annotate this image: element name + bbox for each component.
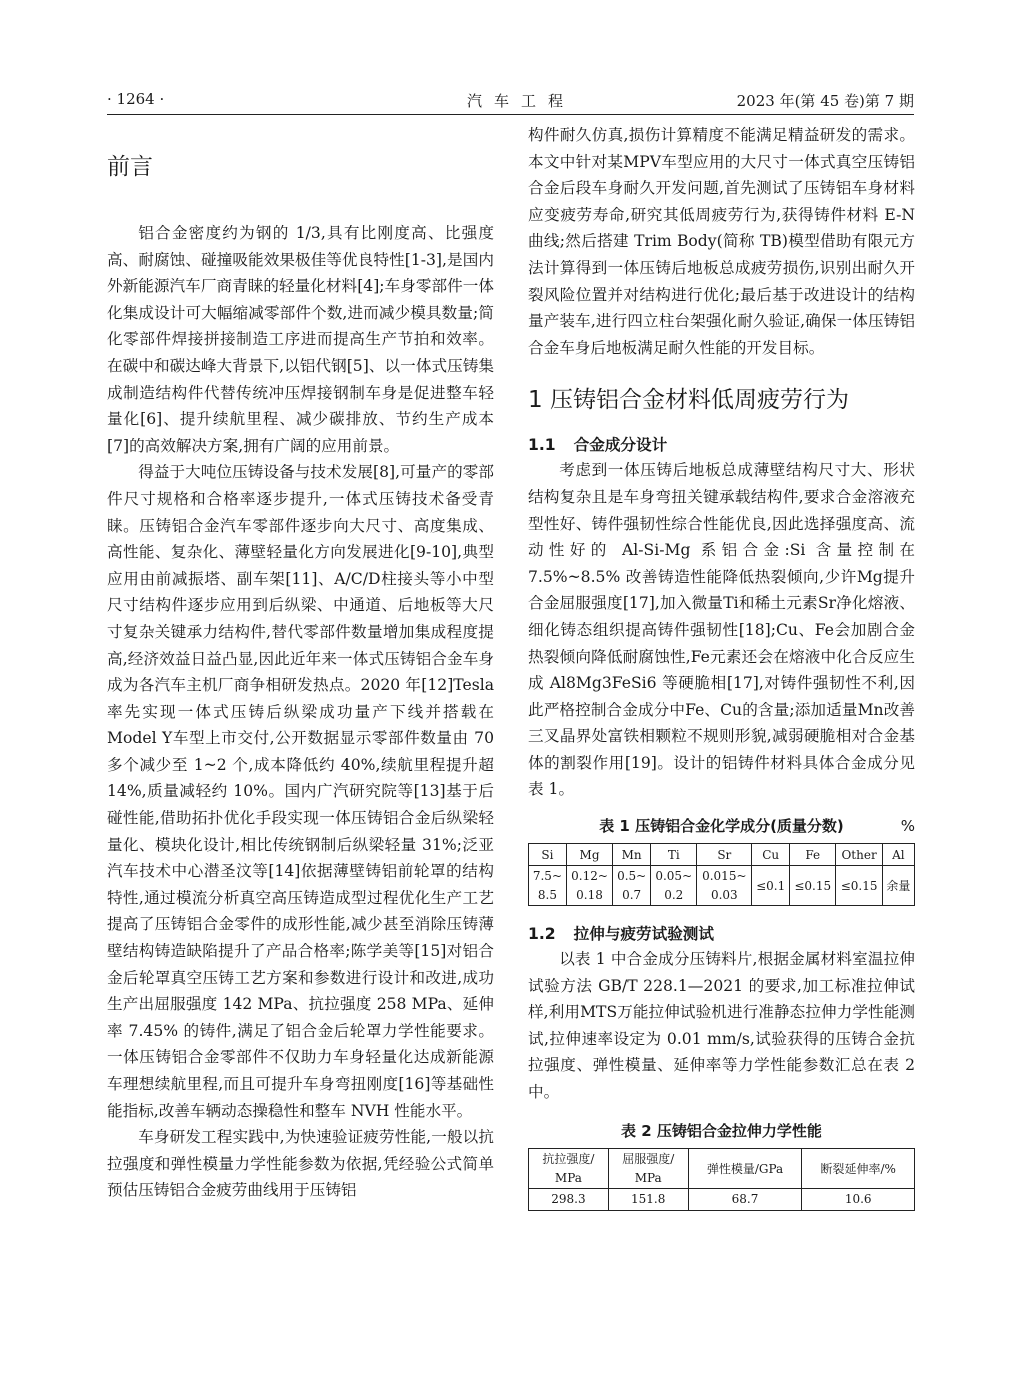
table-1-unit: % [900,817,915,836]
table-2-cell: 298.3 [529,1188,609,1210]
table-1 [528,843,915,906]
table-1-header-row [529,844,915,866]
table-1-cell: 0.015~ [697,866,752,886]
table-1-cell: ≤0.1 [752,866,790,906]
journal-name: 汽车工程 [467,92,576,110]
table-2-header-cell: 断裂延伸率/% [802,1148,915,1188]
intro-paragraph-2: 得益于大吨位压铸设备与技术发展[8],可量产的零部件尺寸规格和合格率逐步提升,一体式压铸技术备受青睐。压铸铝合金汽车零部件逐步向大尺寸、高度集成、高性能、复杂化、薄壁轻量化方向发展进化[9-10],典型应用由前减振塔、副车架[11]、A/C/D柱接头等小中型尺寸结构件逐步应用到后纵梁、中通道、后地板等大尺寸复杂关键承力结构件,替代零部件数量增加集成程度提高,经济效益日益凸显,因此近年来一体式压铸铝合金车身成为各汽车主机厂商争相研发热点。2020 年[12]Tesla率先实现一体式压铸后纵梁成功量产下线并搭载在Model Y车型上市交付,公开数据显示零部件数量由 70 多个减少至 1~2 个,成本降低约 40%,续航里程提升超 14%,质量减轻约 10%。国内广汽研究院等[13]基于后碰性能,借助拓扑优化手段实现一体压铸铝合金后纵梁轻量化、模块化设计,相比传统钢制后纵梁轻量 31%;泛亚汽车技术中心潜圣汶等[14]依据薄壁铸铝前轮罩的结构特性,通过模流分析真空高压铸造成型过程优化生产工艺提高了压铸铝合金零件的成形性能,减少甚至消除压铸薄壁结构铸造缺陷提升了产品合格率;陈学美等[15]对铝合金后轮罩真空压铸工艺方案和参数进行设计和改进,成功生产出屈服强度 142 MPa、抗拉强度 258 MPa、延伸率 7.45% 的铸件,满足了铝合金后轮罩力学性能要求。一体压铸铝合金零部件不仅助力车身轻量化达成新能源车理想续航里程,而且可提升车身弯扭刚度[16]等基础性能指标,改善车辆动态操稳性和整车 NVH 性能水平。 [107,463,494,1120]
table-1-caption [528,815,915,837]
table-1-header-cell: Mg [566,844,612,866]
table-1-cell: 0.05~ [651,866,697,886]
table-1-cell: 8.5 [529,886,567,906]
table-1-header-cell: Other [836,844,882,866]
page-number: · 1264 · [107,90,165,108]
subsection-1-1-title: 合金成分设计 [573,436,668,455]
issue-info: 2023 年(第 45 卷)第 7 期 [736,92,914,110]
table-1-header-cell: Sr [697,844,752,866]
table-2-row [529,1188,915,1210]
table-2-caption: 表 2 压铸铝合金拉伸力学性能 [621,1121,822,1140]
table-1-row [529,866,915,886]
table-1-header-cell: Mn [613,844,651,866]
table-1-title: 表 1 压铸铝合金化学成分(质量分数) [599,817,844,836]
table-1-cell: 0.7 [613,886,651,906]
table-1-cell: 0.5~ [613,866,651,886]
intro-continued: 构件耐久仿真,损伤计算精度不能满足精益研发的需求。本文中针对某MPV车型应用的大尺寸一体式真空压铸铝合金后段车身耐久开发问题,首先测试了压铸铝车身材料应变疲劳寿命,研究其低周疲劳行为,获得铸件材料 E-N 曲线;然后搭建 Trim Body(简称 TB)模型借助有限元方法计算得到一体压铸后地板总成疲劳损伤,识别出耐久开裂风险位置并对结构进行优化;最后基于改进设计的结构量产装车,进行四立柱台架强化耐久验证,确保一体压铸铝合金车身后地板满足耐久性能的开发目标。 [528,126,915,357]
table-2-header-cell: 抗拉强度/ [529,1148,609,1168]
intro-heading: 前言 [107,154,153,180]
table-1-header-cell: Ti [651,844,697,866]
subsection-1-2-heading [528,922,915,946]
table-1-header-cell: Fe [790,844,836,866]
table-2-cell: 151.8 [608,1188,688,1210]
intro-paragraph-1: 铝合金密度约为钢的 1/3,具有比刚度高、比强度高、耐腐蚀、碰撞吸能效果极佳等优良特性[1-3],是国内外新能源汽车厂商青睐的轻量化材料[4];车身零部件一体化集成设计可大幅缩减零部件个数,进而减少模具数量;简化零部件焊接拼接制造工序进而提高生产节拍和效率。在碳中和碳达峰大背景下,以铝代钢[5]、以一体式压铸集成制造结构件代替传统冲压焊接钢制车身是促进整车轻量化[6]、提升续航里程、减少碳排放、节约生产成本[7]的高效解决方案,拥有广阔的应用前景。 [107,224,494,455]
subsection-1-2-paragraph: 以表 1 中合金成分压铸料片,根据金属材料室温拉伸试验方法 GB/T 228.1—2021 的要求,加工标准拉伸试样,利用MTS万能拉伸试验机进行准静态拉伸力学性能测试,拉伸速率设定为 0.01 mm/s,试验获得的压铸合金抗拉强度、弹性模量、延伸率等力学性能参数汇总在表 2 中。 [528,950,915,1102]
table-1-header-cell: Al [882,844,914,866]
right-column [528,122,915,1211]
section-1-heading: 1 压铸铝合金材料低周疲劳行为 [528,387,849,414]
subsection-1-2-title: 拉伸与疲劳试验测试 [573,925,714,944]
table-2 [528,1148,915,1211]
running-head [107,90,914,112]
subsection-1-2-number: 1.2 [528,925,556,944]
table-2-cell: 10.6 [802,1188,915,1210]
table-1-cell: 0.03 [697,886,752,906]
table-1-cell: 0.2 [651,886,697,906]
table-1-cell: 0.18 [566,886,612,906]
intro-paragraph-3: 车身研发工程实践中,为快速验证疲劳性能,一般以抗拉强度和弹性模量力学性能参数为依据,凭经验公式简单预估压铸铝合金疲劳曲线用于压铸铝 [107,1128,494,1200]
table-1-header-cell: Si [529,844,567,866]
subsection-1-1-paragraph: 考虑到一体压铸后地板总成薄壁结构尺寸大、形状结构复杂且是车身弯扭关键承载结构件,要求合金溶液充型性好、铸件强韧性综合性能优良,因此选择强度高、流动性好的 Al-Si-Mg 系铝合金:Si 含量控制在 7.5%~8.5% 改善铸造性能降低热裂倾向,少许Mg提升合金屈服强度[17],加入微量Ti和稀土元素Sr净化熔液、细化铸态组织提高铸件强韧性[18];Cu、Fe会加剧合金热裂倾向降低耐腐蚀性,Fe元素还会在熔液中化合反应生成 Al8Mg3FeSi6 等硬脆相[17],对铸件强韧性不利,因此严格控制合金成分中Fe、Cu的含量;添加适量Mn改善三叉晶界处富铁相颗粒不规则形貌,减弱硬脆相对合金基体的割裂作用[19]。设计的铝铸件材料具体合金成分见表 1。 [528,461,915,799]
table-2-header-row [529,1148,915,1168]
table-2-cell: 68.7 [688,1188,802,1210]
table-2-header-cell: MPa [529,1168,609,1188]
table-1-cell: 余量 [882,866,914,906]
table-2-header-cell: 弹性模量/GPa [688,1148,802,1188]
header-rule [107,114,914,115]
table-2-header-cell: 屈服强度/ [608,1148,688,1168]
subsection-1-1-heading [528,433,915,457]
table-2-header-cell: MPa [608,1168,688,1188]
table-1-cell: 7.5~ [529,866,567,886]
table-1-header-cell: Cu [752,844,790,866]
table-1-cell: 0.12~ [566,866,612,886]
left-column [107,122,494,1204]
subsection-1-1-number: 1.1 [528,436,556,455]
table-1-cell: ≤0.15 [790,866,836,906]
table-1-cell: ≤0.15 [836,866,882,906]
